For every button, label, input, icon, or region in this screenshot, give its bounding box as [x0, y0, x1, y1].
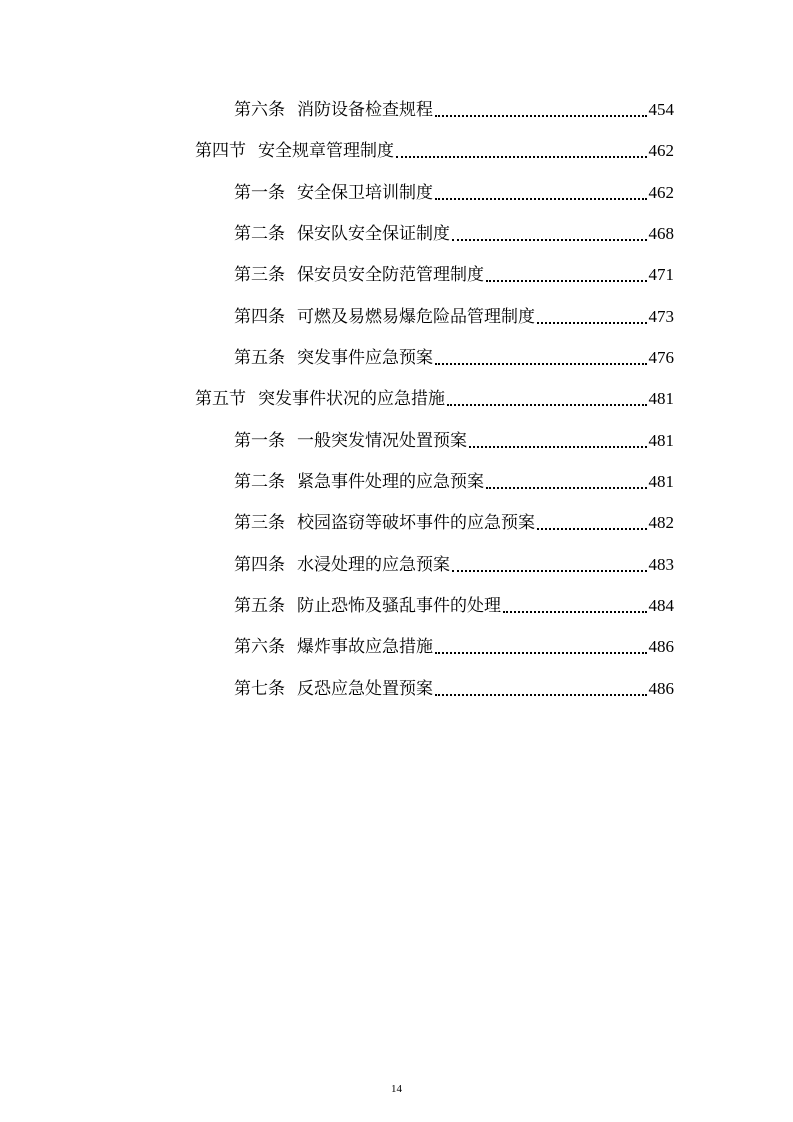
toc-entry-title: 可燃及易燃易爆危险品管理制度 [297, 307, 535, 327]
toc-entry-number: 第七条 [234, 679, 285, 699]
dot-leader [435, 198, 647, 200]
dot-leader [435, 115, 647, 117]
toc-entry-title: 爆炸事故应急措施 [297, 637, 433, 657]
toc-entry[interactable] [234, 548, 674, 576]
toc-entry-number: 第四条 [234, 555, 285, 575]
toc-entry-number: 第五条 [234, 596, 285, 616]
toc-entry-page: 484 [648, 596, 674, 615]
toc-entry-title: 水浸处理的应急预案 [297, 555, 450, 575]
toc-entry[interactable] [234, 465, 674, 493]
toc-entry-page: 481 [648, 472, 674, 491]
toc-entry[interactable] [234, 300, 674, 328]
dot-leader [435, 694, 647, 696]
toc-entry-number: 第六条 [234, 100, 285, 120]
toc-entry-title: 安全保卫培训制度 [297, 183, 433, 203]
toc-entry-number: 第三条 [234, 265, 285, 285]
toc-entry-title: 消防设备检查规程 [297, 100, 433, 120]
toc-entry-number: 第六条 [234, 637, 285, 657]
dot-leader [452, 239, 647, 241]
toc-entry-title: 保安队安全保证制度 [297, 224, 450, 244]
toc-entry[interactable] [234, 630, 674, 658]
toc-entry-number: 第二条 [234, 224, 285, 244]
toc-entry-number: 第一条 [234, 431, 285, 451]
toc-entry-number: 第五条 [234, 348, 285, 368]
toc-entry-page: 454 [648, 100, 674, 119]
toc-entry[interactable] [234, 217, 674, 245]
toc-entry-page: 486 [648, 637, 674, 656]
toc-entry-page: 483 [648, 555, 674, 574]
toc-entry-number: 第四节 [195, 141, 246, 161]
toc-entry-number: 第三条 [234, 513, 285, 533]
toc-entry-title: 校园盗窃等破坏事件的应急预案 [297, 513, 535, 533]
toc-entry-title: 突发事件状况的应急措施 [258, 389, 445, 409]
toc-entry-title: 保安员安全防范管理制度 [297, 265, 484, 285]
toc-entry-number: 第四条 [234, 307, 285, 327]
toc-entry[interactable] [234, 176, 674, 204]
toc-entry-page: 462 [648, 183, 674, 202]
toc-entry-page: 471 [648, 265, 674, 284]
page-number: 14 [391, 1083, 402, 1095]
dot-leader [486, 487, 647, 489]
dot-leader [537, 322, 647, 324]
toc-entry-title: 安全规章管理制度 [258, 141, 394, 161]
toc-entry-page: 481 [648, 431, 674, 450]
toc-entry-page: 476 [648, 348, 674, 367]
toc-entry[interactable] [234, 506, 674, 534]
dot-leader [435, 652, 647, 654]
toc-entry-page: 468 [648, 224, 674, 243]
dot-leader [503, 611, 647, 613]
toc-entry[interactable] [195, 134, 674, 162]
toc-entry-number: 第一条 [234, 183, 285, 203]
toc-entry[interactable] [234, 341, 674, 369]
toc-entry-title: 反恐应急处置预案 [297, 679, 433, 699]
toc-entry[interactable] [195, 382, 674, 410]
dot-leader [435, 363, 647, 365]
dot-leader [452, 570, 647, 572]
toc-entry[interactable] [234, 424, 674, 452]
toc-entry-title: 紧急事件处理的应急预案 [297, 472, 484, 492]
toc-entry-title: 一般突发情况处置预案 [297, 431, 467, 451]
toc-entry-title: 突发事件应急预案 [297, 348, 433, 368]
dot-leader [396, 156, 647, 158]
toc-entry-page: 462 [648, 141, 674, 160]
toc-entry[interactable] [234, 672, 674, 700]
dot-leader [537, 528, 647, 530]
toc-entry-page: 486 [648, 679, 674, 698]
toc-entry-number: 第二条 [234, 472, 285, 492]
dot-leader [447, 404, 647, 406]
toc-entry-page: 473 [648, 307, 674, 326]
toc-entry[interactable] [234, 93, 674, 121]
toc-entry[interactable] [234, 258, 674, 286]
toc-entry-number: 第五节 [195, 389, 246, 409]
dot-leader [486, 280, 647, 282]
toc-entry-page: 482 [648, 513, 674, 532]
toc-entry-title: 防止恐怖及骚乱事件的处理 [297, 596, 501, 616]
toc-entry[interactable] [234, 589, 674, 617]
dot-leader [469, 446, 647, 448]
toc-entry-page: 481 [648, 389, 674, 408]
